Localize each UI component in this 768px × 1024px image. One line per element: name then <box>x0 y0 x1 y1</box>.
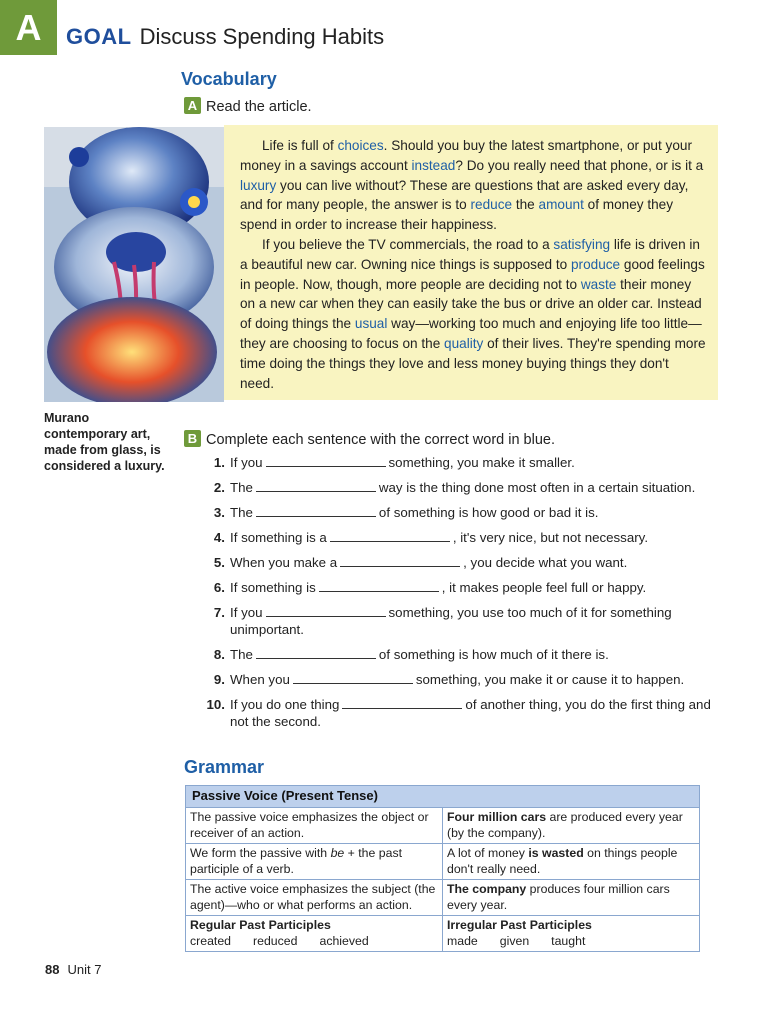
grammar-row <box>186 915 700 951</box>
item-number: 1. <box>213 455 225 470</box>
sentence-start: If something is <box>230 580 316 595</box>
item-number: 6. <box>213 580 225 595</box>
article-text: Life is full of <box>262 138 338 153</box>
example-bold: Four million cars <box>447 809 547 824</box>
rule-italic: be <box>330 845 345 860</box>
vocabulary-word: instead <box>411 157 456 173</box>
exercise-item <box>193 554 723 571</box>
sentence-end: something, you make it smaller. <box>388 455 575 470</box>
answer-blank[interactable] <box>330 530 450 542</box>
sentence-end: way is the thing done most often in a certain situation. <box>378 480 696 495</box>
instruction-b-text: Complete each sentence with the correct word in blue. <box>206 432 555 448</box>
item-sentence <box>230 454 723 471</box>
participle-word: achieved <box>319 934 369 948</box>
item-number: 2. <box>213 480 225 495</box>
article-text: of money they spend in order to increase their happiness. <box>240 197 674 233</box>
exercise-item <box>193 646 723 663</box>
answer-blank[interactable] <box>256 647 376 659</box>
answer-blank[interactable] <box>340 555 460 567</box>
regular-participles <box>186 915 443 951</box>
item-number: 7. <box>213 605 225 620</box>
participle-word: created <box>190 934 232 948</box>
article-text: ? Do you really need that phone, or is it a <box>455 157 704 173</box>
sentence-end: something, you make it or cause it to happen. <box>415 672 685 687</box>
glass-art-illustration <box>44 127 224 402</box>
irregular-participles <box>443 915 700 951</box>
sentence-start: When you <box>230 672 290 687</box>
article-text: way—working too much and enjoying life too little—they are choosing to focus on the <box>240 316 702 351</box>
exercise-item <box>193 604 723 638</box>
answer-blank[interactable] <box>342 697 462 709</box>
vocabulary-word: amount <box>538 197 584 213</box>
vocabulary-word: produce <box>570 256 621 272</box>
sentence-start: If you <box>230 455 263 470</box>
sentence-start: If you do one thing <box>230 697 340 712</box>
item-number: 10. <box>206 697 225 712</box>
answer-blank[interactable] <box>319 580 439 592</box>
irregular-participles-title: Irregular Past Participles <box>447 917 592 932</box>
example-text: on things people don't really need. <box>447 845 678 876</box>
sentence-start: If something is a <box>230 530 327 545</box>
sentence-end: , it's very nice, but not necessary. <box>452 530 649 545</box>
rule-text: + the past participle of a verb. <box>190 845 403 876</box>
grammar-row <box>186 879 700 915</box>
exercise-item <box>193 529 723 546</box>
exercise-b-list <box>193 454 723 738</box>
vocabulary-word: usual <box>354 316 388 332</box>
vocabulary-word: choices <box>337 138 384 153</box>
instruction-a-text: Read the article. <box>206 99 312 115</box>
sentence-start: If you <box>230 605 263 620</box>
goal-text: Discuss Spending Habits <box>139 24 385 49</box>
vocabulary-heading: Vocabulary <box>181 69 277 89</box>
exercise-item <box>193 579 723 596</box>
grammar-row <box>186 807 700 843</box>
regular-participles-title: Regular Past Participles <box>190 917 331 932</box>
goal-line <box>66 24 384 50</box>
sentence-start: The <box>230 480 253 495</box>
page-footer <box>45 962 101 977</box>
article-text: . Should you buy the latest smartphone, or put your money in a savings account <box>240 138 692 173</box>
sentence-end: , it makes people feel full or happy. <box>441 580 647 595</box>
sentence-end: of something is how good or bad it is. <box>378 505 599 520</box>
item-sentence <box>230 671 723 688</box>
example-text: are produced every year (by the company). <box>447 809 683 840</box>
article-box <box>224 125 718 400</box>
item-sentence <box>230 696 723 730</box>
sentence-end: of another thing, you do the first thing and not the second. <box>230 697 711 729</box>
item-sentence <box>230 529 723 546</box>
grammar-rule <box>186 843 443 879</box>
answer-blank[interactable] <box>266 455 386 467</box>
exercise-item <box>193 696 723 730</box>
answer-blank[interactable] <box>266 605 386 617</box>
instruction-b <box>184 430 555 448</box>
section-tab <box>0 0 57 55</box>
answer-blank[interactable] <box>256 505 376 517</box>
goal-label: GOAL <box>66 24 132 49</box>
section-letter: A <box>15 7 42 48</box>
article-text: you can live without? These are questions that are asked every day, and for many people, the answer is to <box>240 177 689 213</box>
vocabulary-word: reduce <box>470 197 513 213</box>
rule-text: We form the passive with <box>190 845 331 860</box>
item-number: 8. <box>213 647 225 662</box>
item-sentence <box>230 579 723 596</box>
sentence-end: something, you use too much of it for something unimportant. <box>230 605 672 637</box>
article-text: If you believe the TV commercials, the road to a <box>262 236 554 252</box>
answer-blank[interactable] <box>293 672 413 684</box>
page-number: 88 <box>45 962 60 977</box>
item-sentence <box>230 604 723 638</box>
article-paragraph-1 <box>240 136 706 235</box>
item-sentence <box>230 646 723 663</box>
example-text: A lot of money <box>447 845 529 860</box>
vocabulary-word: waste <box>580 276 617 292</box>
vocabulary-word: luxury <box>240 177 277 193</box>
sentence-end: , you decide what you want. <box>463 555 628 570</box>
exercise-item <box>193 671 723 688</box>
grammar-row <box>186 843 700 879</box>
article-text: good feelings in people. Now, though, more people are deciding not to <box>240 256 705 292</box>
participle-word: taught <box>551 934 586 948</box>
answer-blank[interactable] <box>256 480 376 492</box>
article-text: life is driven in a beautiful new car. Owning nice things is supposed to <box>240 236 700 272</box>
article-text: the <box>512 197 539 213</box>
grammar-table <box>185 785 700 952</box>
sentence-start: The <box>230 505 253 520</box>
grammar-example <box>443 807 700 843</box>
grammar-example <box>443 879 700 915</box>
badge-a: A <box>184 97 201 114</box>
irregular-participles-list <box>447 934 607 948</box>
grammar-rule: The active voice emphasizes the subject (the agent)—who or what performs an action. <box>186 879 443 915</box>
grammar-example <box>443 843 700 879</box>
item-number: 3. <box>213 505 225 520</box>
example-bold: is wasted <box>528 845 584 860</box>
murano-glass-photo <box>44 127 224 402</box>
article-text: of their lives. They're spending more time doing the things they love and less money buying things they don't need. <box>240 335 706 391</box>
example-text: produces four million cars every year. <box>447 881 670 912</box>
item-sentence <box>230 504 723 521</box>
participle-word: given <box>499 934 530 948</box>
vocabulary-word: satisfying <box>553 236 611 252</box>
regular-participles-list <box>190 934 391 948</box>
item-number: 5. <box>213 555 225 570</box>
item-number: 9. <box>213 672 225 687</box>
sentence-start: The <box>230 647 253 662</box>
exercise-item <box>193 479 723 496</box>
sentence-start: When you make a <box>230 555 338 570</box>
vocabulary-word: quality <box>444 335 484 351</box>
grammar-rule: The passive voice emphasizes the object or receiver of an action. <box>186 807 443 843</box>
grammar-table-header: Passive Voice (Present Tense) <box>186 786 700 808</box>
exercise-item <box>193 454 723 471</box>
article-text: their money on a new car when they can easily take the bus or drive an older car. Instead of doing things the <box>240 276 702 332</box>
unit-label: Unit 7 <box>67 962 102 977</box>
exercise-item <box>193 504 723 521</box>
item-sentence <box>230 554 723 571</box>
sentence-end: of something is how much of it there is. <box>378 647 609 662</box>
badge-b: B <box>184 430 201 447</box>
item-number: 4. <box>213 530 225 545</box>
example-bold: The company <box>447 881 527 896</box>
instruction-a <box>184 97 312 115</box>
article-paragraph-2 <box>240 235 706 393</box>
photo-caption: Murano contemporary art, made from glass, is considered a luxury. <box>44 411 165 473</box>
participle-word: made <box>447 934 478 948</box>
participle-word: reduced <box>253 934 298 948</box>
item-sentence <box>230 479 723 496</box>
grammar-heading: Grammar <box>184 757 265 777</box>
